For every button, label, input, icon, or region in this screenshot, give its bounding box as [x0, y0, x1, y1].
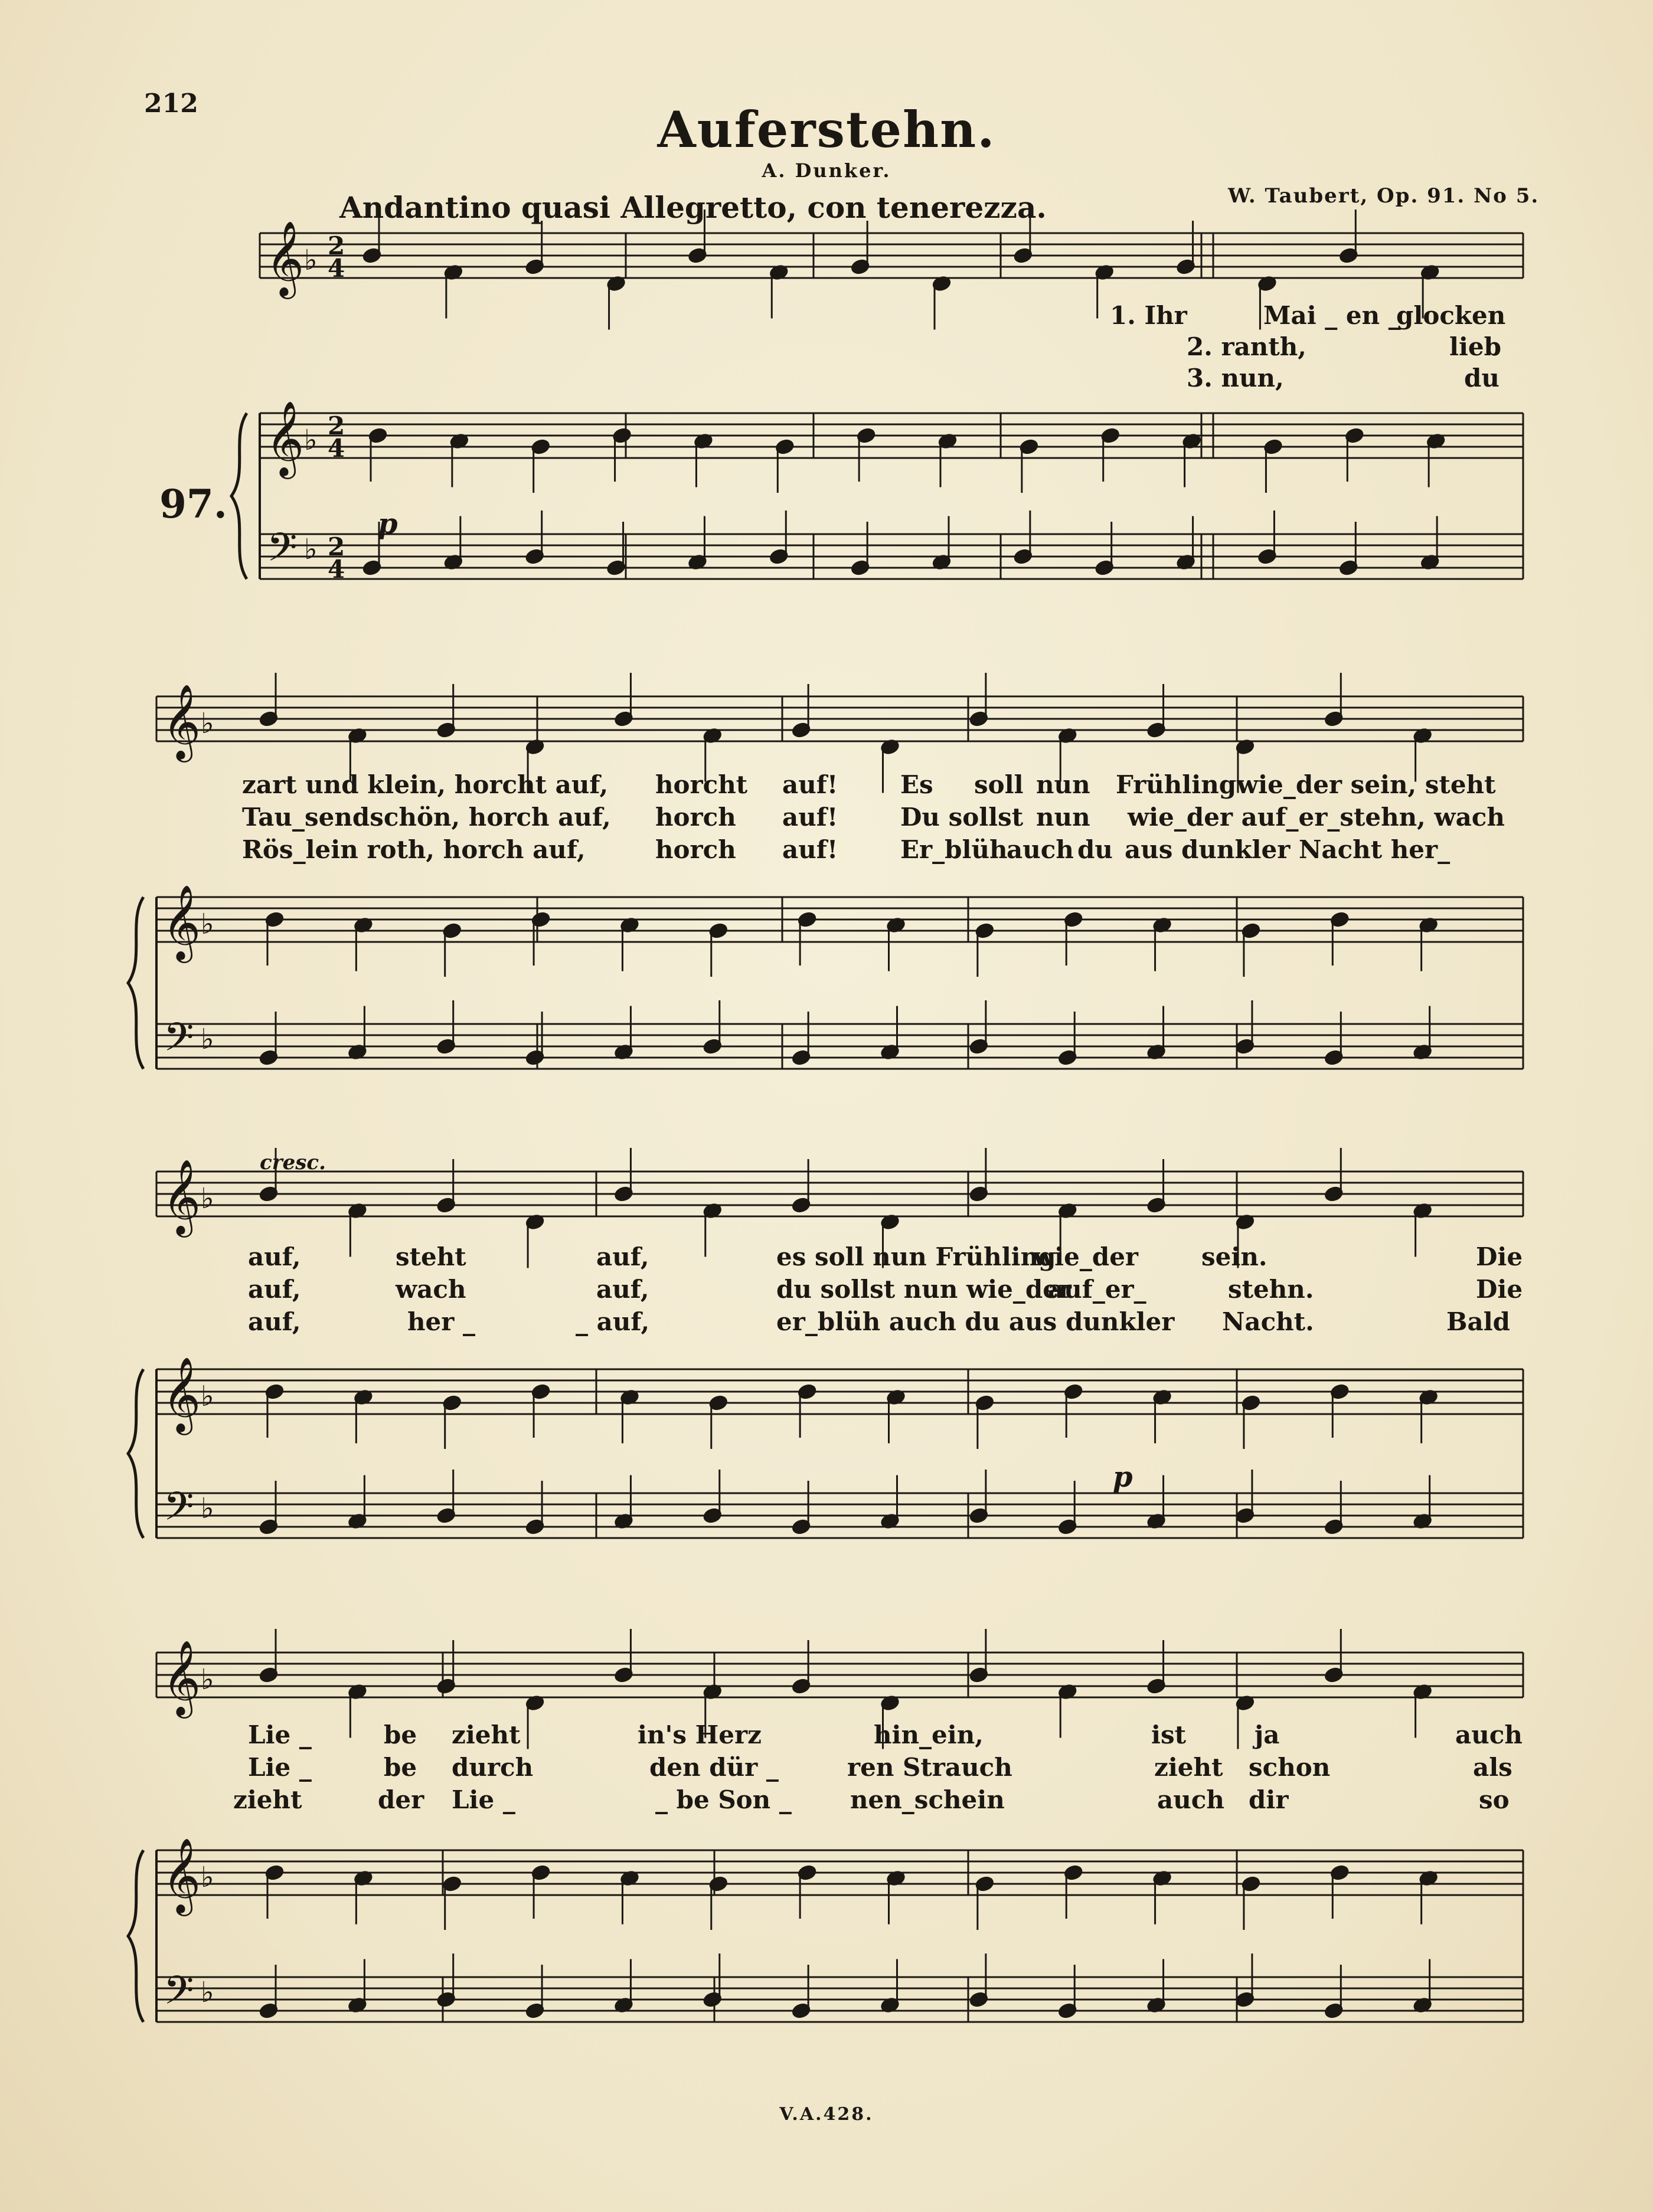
treble-clef: 𝄞 — [266, 220, 305, 296]
poet-credit: A. Dunker. — [762, 159, 891, 182]
treble-clef: 𝄞 — [162, 683, 201, 759]
piano-brace — [231, 413, 247, 579]
tempo-marking: Andantino quasi Allegretto, con tenerezza. — [339, 190, 1047, 225]
time-signature: 4 — [328, 254, 345, 283]
lyric-line: Rös_lein roth, horch auf, horch auf! Er_blüh auch du aus dunkler Nacht her_ — [242, 835, 1451, 864]
time-signature: 4 — [328, 555, 345, 584]
flat-key-signature: ♭ — [201, 908, 214, 941]
flat-key-signature: ♭ — [304, 533, 318, 566]
lyric-line: auf, her _ _ auf, er_blüh auch du aus dunkler Nacht. Bald — [248, 1307, 1511, 1336]
lyric-line: auf, steht auf, es soll nun Frühling wie_der sein. Die — [248, 1242, 1523, 1271]
treble-clef: 𝄞 — [162, 884, 201, 960]
publisher-footer: V.A.428. — [779, 2104, 874, 2125]
lyric-line: zieht der Lie _ _ be Son _ nen_schein auch dir so — [233, 1785, 1510, 1814]
flat-key-signature: ♭ — [201, 1380, 214, 1413]
bass-clef: 𝄢 — [267, 525, 298, 580]
piano-brace — [128, 897, 143, 1069]
bass-clef: 𝄢 — [164, 1015, 194, 1069]
treble-clef: 𝄞 — [162, 1356, 201, 1432]
flat-key-signature: ♭ — [201, 1663, 214, 1696]
time-signature: 2 — [328, 532, 345, 561]
flat-key-signature: ♭ — [201, 1023, 214, 1056]
lyric-line: 1. Ihr Mai _ en _ glocken — [1110, 301, 1506, 330]
treble-clef: 𝄞 — [162, 1159, 201, 1234]
lyric-line: 2. ranth, lieb — [1187, 332, 1501, 361]
bass-clef: 𝄢 — [164, 1484, 194, 1539]
song-title: Auferstehn. — [657, 100, 996, 159]
dynamic-piano: p — [1113, 1461, 1133, 1494]
lyric-line: 3. nun, du — [1187, 364, 1500, 392]
flat-key-signature: ♭ — [201, 1976, 214, 2009]
treble-clef: 𝄞 — [162, 1640, 201, 1715]
flat-key-signature: ♭ — [201, 707, 214, 740]
song-number: 97. — [159, 481, 227, 527]
time-signature: 4 — [328, 434, 345, 463]
flat-key-signature: ♭ — [201, 1492, 214, 1525]
dynamic-crescendo: cresc. — [260, 1151, 326, 1174]
treble-clef: 𝄞 — [266, 400, 305, 476]
time-signature: 2 — [328, 411, 345, 440]
composer-credit: W. Taubert, Op. 91. No 5. — [1228, 184, 1540, 208]
lyric-line: Lie _ be durch den dür _ ren Strauch zieht schon als — [248, 1753, 1512, 1782]
flat-key-signature: ♭ — [304, 244, 318, 277]
dynamic-piano: p — [378, 508, 398, 541]
lyric-line: zart und klein, horcht auf, horcht auf! Es soll nun Frühling wie_der sein, steht — [242, 770, 1496, 799]
page-number: 212 — [144, 89, 198, 119]
piano-brace — [128, 1850, 143, 2022]
flat-key-signature: ♭ — [201, 1861, 214, 1894]
lyric-line: Tau_sendschön, horch auf, horch auf! Du sollst nun wie_der auf_er_stehn, wach — [242, 803, 1505, 832]
bass-clef: 𝄢 — [164, 1968, 194, 2023]
flat-key-signature: ♭ — [304, 424, 318, 457]
time-signature: 2 — [328, 231, 345, 260]
flat-key-signature: ♭ — [201, 1182, 214, 1215]
piano-brace — [128, 1369, 143, 1538]
lyric-line: Lie _ be zieht in's Herz hin_ein, ist ja auch — [248, 1720, 1523, 1749]
treble-clef: 𝄞 — [162, 1837, 201, 1913]
lyric-line: auf, wach auf, du sollst nun wie_der auf_er_ stehn. Die — [248, 1275, 1523, 1304]
